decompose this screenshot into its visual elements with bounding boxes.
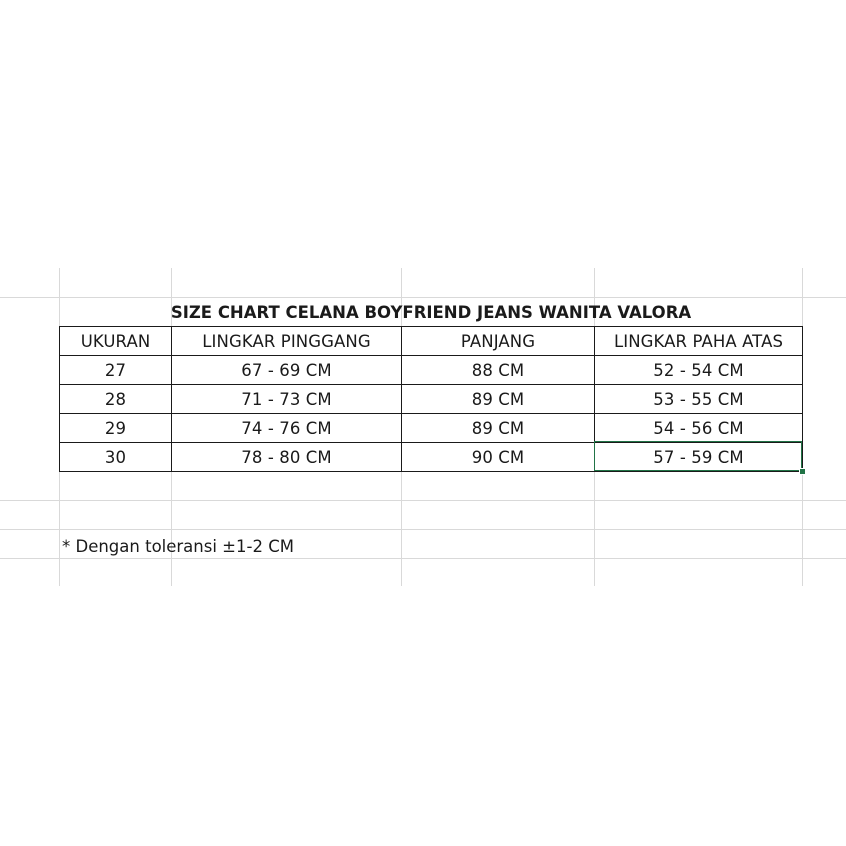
table-cell[interactable]: 90 CM <box>471 447 525 467</box>
gridline-row-7 <box>0 500 846 501</box>
table-cell[interactable]: 28 <box>104 389 127 409</box>
header-cell-lingkar-pinggang[interactable]: LINGKAR PINGGANG <box>202 331 371 351</box>
table-cell[interactable]: 27 <box>104 360 127 380</box>
table-cell[interactable]: 89 CM <box>471 389 525 409</box>
header-cell-ukuran[interactable]: UKURAN <box>80 331 151 351</box>
cell-selection-outline <box>594 441 802 471</box>
table-cell[interactable]: 74 - 76 CM <box>241 418 332 438</box>
header-cell-lingkar-paha-atas[interactable]: LINGKAR PAHA ATAS <box>613 331 784 351</box>
table-cell[interactable]: 52 - 54 CM <box>653 360 744 380</box>
table-cell[interactable]: 89 CM <box>471 418 525 438</box>
page-title[interactable]: SIZE CHART CELANA BOYFRIEND JEANS WANITA VALORA <box>170 303 692 322</box>
fill-handle[interactable] <box>799 468 806 475</box>
tolerance-note[interactable]: * Dengan toleransi ±1-2 CM <box>62 537 294 556</box>
table-cell[interactable]: 29 <box>104 418 127 438</box>
table-cell[interactable]: 67 - 69 CM <box>241 360 332 380</box>
header-cell-panjang[interactable]: PANJANG <box>460 331 536 351</box>
table-border-right <box>802 326 803 472</box>
table-cell[interactable]: 30 <box>104 447 127 467</box>
table-cell[interactable]: 88 CM <box>471 360 525 380</box>
table-cell[interactable]: 54 - 56 CM <box>653 418 744 438</box>
gridline-row-8 <box>0 529 846 530</box>
table-cell[interactable]: 78 - 80 CM <box>241 447 332 467</box>
table-cell[interactable]: 71 - 73 CM <box>241 389 332 409</box>
table-cell[interactable]: 53 - 55 CM <box>653 389 744 409</box>
table-cell-selected[interactable]: 57 - 59 CM <box>653 447 744 467</box>
